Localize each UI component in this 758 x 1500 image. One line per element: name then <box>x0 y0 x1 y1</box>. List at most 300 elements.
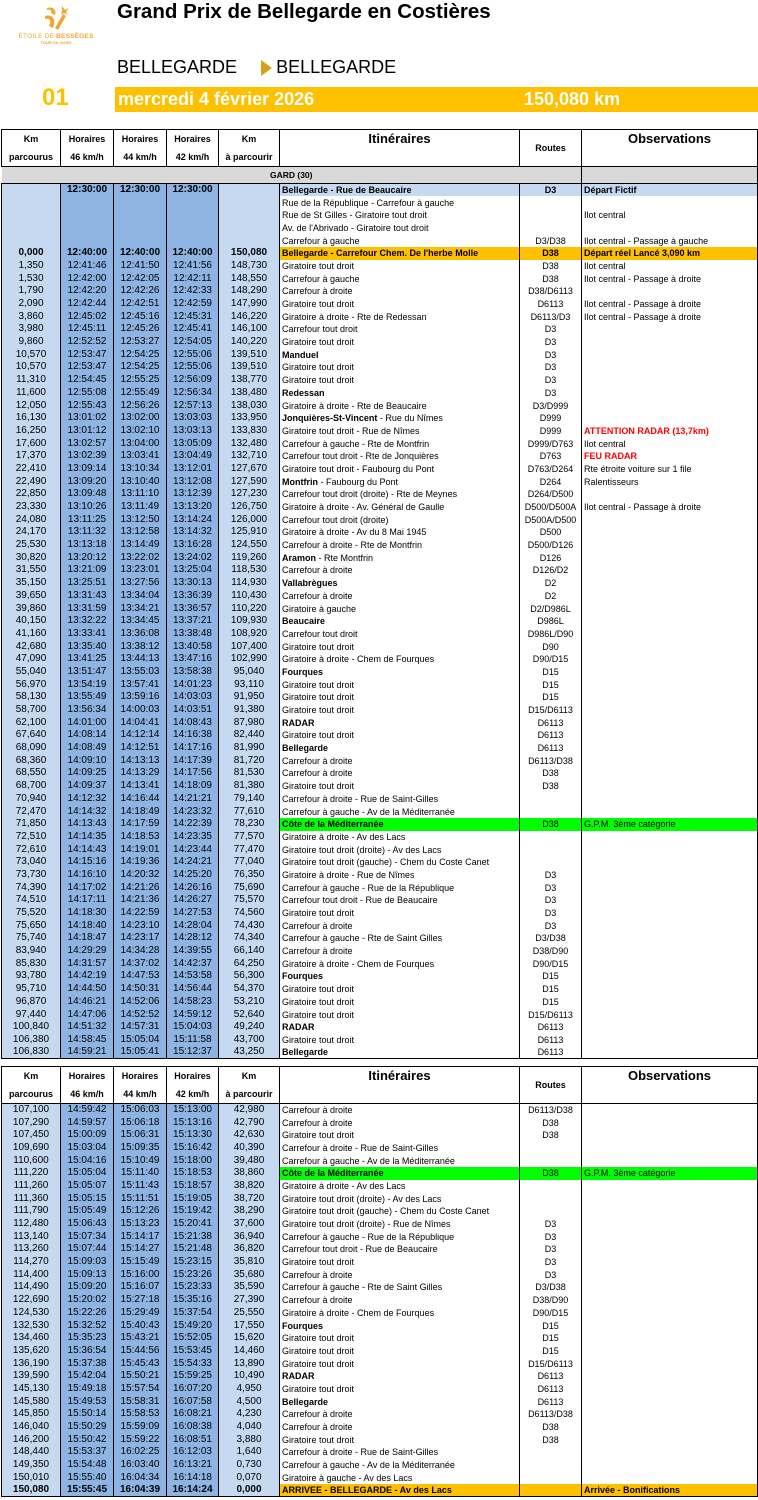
km-remaining-cell: 38,720 <box>219 1192 280 1205</box>
observation-cell <box>582 1357 758 1370</box>
observation-cell: G.P.M. 3ème catégorie <box>582 1167 758 1180</box>
time-42-cell: 15:54:33 <box>167 1357 219 1370</box>
observation-cell <box>582 1243 758 1256</box>
km-parcourus-cell: 39,650 <box>2 590 61 603</box>
observation-cell <box>582 869 758 882</box>
km-parcourus-cell: 114,490 <box>2 1281 61 1294</box>
time-46-cell: 15:50:42 <box>61 1433 114 1446</box>
itinerary-cell <box>280 831 520 844</box>
time-42-cell: 15:53:45 <box>167 1345 219 1358</box>
km-parcourus-cell <box>2 234 61 247</box>
time-46-cell: 15:05:04 <box>61 1167 114 1180</box>
time-46-cell: 15:07:44 <box>61 1243 114 1256</box>
observation-cell <box>582 412 758 425</box>
km-remaining-cell <box>219 184 280 197</box>
route-cell <box>520 1446 582 1459</box>
route-cell: D126 <box>520 551 582 564</box>
time-46-cell: 13:35:40 <box>61 640 114 653</box>
observation-cell <box>582 323 758 336</box>
time-42-cell: 12:41:56 <box>167 260 219 273</box>
table-row <box>2 260 758 273</box>
time-42-cell: 15:18:00 <box>167 1154 219 1167</box>
time-46-cell: 15:55:45 <box>61 1484 114 1497</box>
route-cell: D15 <box>520 1332 582 1345</box>
time-42-cell: 13:37:21 <box>167 615 219 628</box>
route-cell <box>520 1459 582 1472</box>
time-42-cell: 13:25:04 <box>167 564 219 577</box>
itinerary-detail: - Rue du Nîmes <box>377 413 443 424</box>
itinerary-cell <box>280 1459 520 1472</box>
time-44-cell: 14:23:17 <box>114 932 167 945</box>
km-remaining-cell: 91,950 <box>219 691 280 704</box>
km-parcourus-cell: 113,260 <box>2 1243 61 1256</box>
itinerary-cell <box>280 983 520 996</box>
time-46-cell: 12:55:43 <box>61 399 114 412</box>
observation-cell <box>582 754 758 767</box>
km-remaining-cell: 36,940 <box>219 1230 280 1243</box>
observation-cell <box>582 196 758 209</box>
km-remaining-cell: 27,390 <box>219 1294 280 1307</box>
place-name: Bellegarde <box>282 1396 329 1407</box>
itinerary-cell <box>280 1256 520 1269</box>
itinerary-cell <box>280 754 520 767</box>
itinerary-detail: Carrefour tout droit - Rue de Beaucaire <box>282 1244 438 1255</box>
time-42-cell <box>167 196 219 209</box>
km-remaining-cell: 43,700 <box>219 1034 280 1047</box>
time-46-cell: 12:40:00 <box>61 247 114 260</box>
route-cell: D38 <box>520 272 582 285</box>
km-remaining-cell: 148,550 <box>219 272 280 285</box>
table-row <box>2 881 758 894</box>
km-parcourus-cell: 107,290 <box>2 1116 61 1129</box>
time-42-cell: 15:13:30 <box>167 1129 219 1142</box>
time-42-cell: 14:03:03 <box>167 691 219 704</box>
km-parcourus-cell: 24,170 <box>2 526 61 539</box>
km-parcourus-cell: 31,550 <box>2 564 61 577</box>
itinerary-cell <box>280 1408 520 1421</box>
km-remaining-cell: 74,560 <box>219 907 280 920</box>
itinerary-detail: Giratoire tout droit <box>282 1130 355 1141</box>
km-remaining-cell: 64,250 <box>219 957 280 970</box>
time-44-cell: 15:11:51 <box>114 1192 167 1205</box>
time-42-cell: 15:19:05 <box>167 1192 219 1205</box>
time-46-cell: 13:33:41 <box>61 628 114 641</box>
table-row <box>2 945 758 958</box>
km-parcourus-cell: 24,080 <box>2 513 61 526</box>
time-44-cell: 12:42:51 <box>114 298 167 311</box>
route-cell <box>520 1154 582 1167</box>
observation-cell <box>582 780 758 793</box>
time-44-cell: 14:12:51 <box>114 742 167 755</box>
itinerary-detail: Giratoire à droite - Av. Général de Gaulle <box>282 502 445 513</box>
time-46-cell: 15:49:53 <box>61 1395 114 1408</box>
time-42-cell: 13:24:02 <box>167 551 219 564</box>
km-remaining-cell: 4,500 <box>219 1395 280 1408</box>
itinerary-detail: Carrefour à droite - Rue de Saint-Gilles <box>282 1142 439 1153</box>
time-46-cell: 13:13:18 <box>61 539 114 552</box>
time-42-cell: 12:42:33 <box>167 285 219 298</box>
time-46-cell: 13:01:02 <box>61 412 114 425</box>
km-remaining-cell: 108,920 <box>219 628 280 641</box>
km-remaining-cell <box>219 196 280 209</box>
time-42-cell: 15:19:42 <box>167 1205 219 1218</box>
itinerary-detail: Carrefour à droite <box>282 565 353 576</box>
itinerary-cell <box>280 742 520 755</box>
time-42-cell: 12:56:09 <box>167 374 219 387</box>
place-name: Côte de la Méditerranée <box>282 819 384 830</box>
observation-cell: ATTENTION RADAR (13,7km) <box>582 425 758 438</box>
observation-cell <box>582 1154 758 1167</box>
km-parcourus-cell: 58,130 <box>2 691 61 704</box>
route-cell: D2/D986L <box>520 602 582 615</box>
col-itineraires: Itinéraires <box>280 130 520 167</box>
km-parcourus-cell: 55,040 <box>2 666 61 679</box>
itinerary-detail: Giratoire tout droit (droite) - Rue de Nîmes <box>282 1219 451 1230</box>
time-44-cell: 15:06:31 <box>114 1129 167 1142</box>
km-parcourus-cell: 2,090 <box>2 298 61 311</box>
place-name: Jonquières-St-Vincent <box>282 413 378 424</box>
time-44-cell: 13:36:08 <box>114 628 167 641</box>
time-42-cell: 14:17:56 <box>167 767 219 780</box>
time-42-cell: 16:07:58 <box>167 1395 219 1408</box>
itinerary-cell <box>280 323 520 336</box>
time-42-cell: 13:47:16 <box>167 653 219 666</box>
time-44-cell: 15:43:21 <box>114 1332 167 1345</box>
itinerary-detail: Carrefour à droite <box>282 1117 353 1128</box>
table-row <box>2 1332 758 1345</box>
route-cell: D6113 <box>520 1034 582 1047</box>
route-cell: D3 <box>520 361 582 374</box>
observation-cell <box>582 996 758 1009</box>
time-44-cell: 14:17:59 <box>114 818 167 831</box>
route-cell <box>520 843 582 856</box>
time-42-cell: 15:11:58 <box>167 1034 219 1047</box>
itinerary-detail: Giratoire tout droit - Faubourg du Pont <box>282 463 435 474</box>
itinerary-cell <box>280 1008 520 1021</box>
time-42-cell: 13:40:58 <box>167 640 219 653</box>
route-cell <box>520 856 582 869</box>
itinerary-detail: Carrefour à droite <box>282 1105 353 1116</box>
table-header <box>2 130 758 167</box>
km-parcourus-cell: 11,310 <box>2 374 61 387</box>
col-horaires-42: Horaires 42 km/h <box>167 130 219 167</box>
route-cell: D6113/D38 <box>520 1104 582 1117</box>
table-row <box>2 285 758 298</box>
time-46-cell <box>61 209 114 222</box>
km-parcourus-cell: 1,350 <box>2 260 61 273</box>
itinerary-cell <box>280 399 520 412</box>
itinerary-cell <box>280 1281 520 1294</box>
table-row <box>2 1256 758 1269</box>
km-remaining-cell: 35,810 <box>219 1256 280 1269</box>
time-42-cell: 14:17:16 <box>167 742 219 755</box>
itinerary-detail: Carrefour à gauche - Av de la Méditerranée <box>282 1460 455 1471</box>
time-44-cell: 13:22:02 <box>114 551 167 564</box>
time-44-cell: 15:58:31 <box>114 1395 167 1408</box>
km-parcourus-cell: 122,690 <box>2 1294 61 1307</box>
time-44-cell: 14:13:41 <box>114 780 167 793</box>
observation-cell <box>582 957 758 970</box>
itinerary-detail: Carrefour à droite <box>282 286 353 297</box>
time-42-cell: 14:59:12 <box>167 1008 219 1021</box>
km-parcourus-cell: 16,250 <box>2 425 61 438</box>
itinerary-cell <box>280 564 520 577</box>
observation-cell <box>582 551 758 564</box>
time-44-cell: 13:02:10 <box>114 425 167 438</box>
itinerary-cell <box>280 234 520 247</box>
route-cell: D763 <box>520 450 582 463</box>
itinerary-detail: Carrefour à gauche <box>282 235 360 246</box>
itinerary-cell <box>280 970 520 983</box>
km-parcourus-cell: 22,490 <box>2 475 61 488</box>
observation-cell <box>582 767 758 780</box>
time-44-cell: 15:58:53 <box>114 1408 167 1421</box>
time-44-cell: 12:54:25 <box>114 361 167 374</box>
km-remaining-cell: 75,690 <box>219 881 280 894</box>
table-row <box>2 653 758 666</box>
place-name: Aramon <box>282 552 317 563</box>
itinerary-cell <box>280 716 520 729</box>
km-remaining-cell <box>219 222 280 235</box>
time-42-cell: 14:22:39 <box>167 818 219 831</box>
table-row <box>2 602 758 615</box>
itinerary-cell <box>280 1034 520 1047</box>
time-44-cell: 14:21:36 <box>114 894 167 907</box>
time-42-cell: 13:05:09 <box>167 437 219 450</box>
km-remaining-cell: 1,640 <box>219 1446 280 1459</box>
table-row <box>2 387 758 400</box>
time-44-cell: 12:45:16 <box>114 310 167 323</box>
table-row <box>2 1142 758 1155</box>
route-cell: D2 <box>520 590 582 603</box>
time-44-cell: 13:23:01 <box>114 564 167 577</box>
table-row <box>2 983 758 996</box>
observation-cell <box>582 1192 758 1205</box>
route-cell: D500 <box>520 526 582 539</box>
km-parcourus-cell: 111,260 <box>2 1180 61 1193</box>
table-row <box>2 1180 758 1193</box>
time-46-cell: 13:11:32 <box>61 526 114 539</box>
table-row <box>2 793 758 806</box>
time-44-cell: 14:16:44 <box>114 793 167 806</box>
itinerary-cell <box>280 602 520 615</box>
observation-cell <box>582 881 758 894</box>
itinerary-detail: Carrefour à droite <box>282 1269 353 1280</box>
route-cell <box>520 831 582 844</box>
time-42-cell: 15:04:03 <box>167 1021 219 1034</box>
km-parcourus-cell: 47,090 <box>2 653 61 666</box>
route-cell: D500/D500A <box>520 501 582 514</box>
route-cell: D500/D126 <box>520 539 582 552</box>
time-42-cell: 13:12:01 <box>167 463 219 476</box>
km-remaining-cell: 54,370 <box>219 983 280 996</box>
km-remaining-cell: 39,480 <box>219 1154 280 1167</box>
itinerary-cell <box>280 348 520 361</box>
time-42-cell: 14:08:43 <box>167 716 219 729</box>
time-42-cell: 14:23:32 <box>167 805 219 818</box>
route-cell <box>520 1192 582 1205</box>
km-parcourus-cell <box>2 209 61 222</box>
route-cell: D986L/D90 <box>520 628 582 641</box>
itinerary-detail: Carrefour à gauche - Rue de la République <box>282 1231 455 1242</box>
time-42-cell: 15:16:42 <box>167 1142 219 1155</box>
km-remaining-cell: 126,000 <box>219 513 280 526</box>
time-46-cell: 13:41:25 <box>61 653 114 666</box>
itinerary-detail: - Rte Montfrin <box>316 552 374 563</box>
observation-cell <box>582 1421 758 1434</box>
itinerary-detail: Giratoire tout droit <box>282 908 355 919</box>
time-42-cell <box>167 222 219 235</box>
itinerary-detail: Giratoire à droite - Av des Lacs <box>282 1180 406 1191</box>
observation-cell <box>582 932 758 945</box>
km-remaining-cell: 77,470 <box>219 843 280 856</box>
itinerary-cell <box>280 374 520 387</box>
observation-cell <box>582 1395 758 1408</box>
table-row <box>2 1104 758 1117</box>
itinerary-cell <box>280 704 520 717</box>
table-row <box>2 856 758 869</box>
time-46-cell: 15:35:23 <box>61 1332 114 1345</box>
km-remaining-cell: 107,400 <box>219 640 280 653</box>
route-cell: D3 <box>520 894 582 907</box>
km-remaining-cell: 13,890 <box>219 1357 280 1370</box>
route-cell: D6113 <box>520 742 582 755</box>
route-cell: D986L <box>520 615 582 628</box>
itinerary-cell <box>280 615 520 628</box>
observation-cell <box>582 1230 758 1243</box>
time-46-cell: 15:53:37 <box>61 1446 114 1459</box>
km-remaining-cell: 56,300 <box>219 970 280 983</box>
itinerary-detail: Carrefour tout droit <box>282 324 358 335</box>
km-remaining-cell: 95,040 <box>219 666 280 679</box>
km-remaining-cell: 40,390 <box>219 1142 280 1155</box>
table-row <box>2 729 758 742</box>
km-parcourus-cell: 114,270 <box>2 1256 61 1269</box>
itinerary-cell <box>280 463 520 476</box>
observation-cell <box>582 1268 758 1281</box>
observation-cell: Ilot central - Passage à droite <box>582 272 758 285</box>
itinerary-cell <box>280 196 520 209</box>
observation-cell: Ilot central - Passage à gauche <box>582 234 758 247</box>
time-46-cell: 14:44:50 <box>61 983 114 996</box>
km-remaining-cell: 0,070 <box>219 1471 280 1484</box>
observation-cell <box>582 336 758 349</box>
km-remaining-cell: 124,550 <box>219 539 280 552</box>
km-remaining-cell: 0,000 <box>219 1484 280 1497</box>
table-row <box>2 1408 758 1421</box>
observation-cell <box>582 539 758 552</box>
table-row <box>2 1433 758 1446</box>
route-cell: D2 <box>520 577 582 590</box>
km-remaining-cell: 81,720 <box>219 754 280 767</box>
km-remaining-cell: 74,340 <box>219 932 280 945</box>
route-cell: D500A/D500 <box>520 513 582 526</box>
table-row <box>2 1294 758 1307</box>
table-row <box>2 348 758 361</box>
time-46-cell: 14:58:45 <box>61 1034 114 1047</box>
table-row <box>2 488 758 501</box>
observation-cell <box>582 919 758 932</box>
km-remaining-cell: 146,220 <box>219 310 280 323</box>
table-row <box>2 1395 758 1408</box>
table-row <box>2 247 758 260</box>
logo-text-b: BESSÈGES <box>56 33 94 40</box>
itinerary-cell <box>280 590 520 603</box>
km-parcourus-cell: 146,200 <box>2 1433 61 1446</box>
itinerary-cell <box>280 1104 520 1117</box>
time-44-cell: 14:13:29 <box>114 767 167 780</box>
observation-cell <box>582 666 758 679</box>
time-42-cell: 12:55:06 <box>167 361 219 374</box>
itinerary-detail: Giratoire à droite - Chem de Fourques <box>282 1307 435 1318</box>
col-horaires-46: Horaires 46 km/h <box>61 1067 114 1104</box>
place-name: Vallabrègues <box>282 578 338 589</box>
col-km-parcourus: Km parcourus <box>2 130 61 167</box>
km-parcourus-cell: 17,600 <box>2 437 61 450</box>
km-parcourus-cell: 23,330 <box>2 501 61 514</box>
time-44-cell: 14:34:28 <box>114 945 167 958</box>
table-row <box>2 894 758 907</box>
table-row <box>2 222 758 235</box>
itinerary-detail: Carrefour à droite <box>282 768 353 779</box>
km-parcourus-cell: 73,040 <box>2 856 61 869</box>
time-44-cell: 13:10:34 <box>114 463 167 476</box>
time-46-cell: 14:59:21 <box>61 1046 114 1059</box>
table-row <box>2 1243 758 1256</box>
time-46-cell: 13:51:47 <box>61 666 114 679</box>
time-44-cell: 14:47:53 <box>114 970 167 983</box>
time-44-cell: 15:14:17 <box>114 1230 167 1243</box>
time-44-cell: 14:23:10 <box>114 919 167 932</box>
col-horaires-46: Horaires 46 km/h <box>61 130 114 167</box>
itinerary-detail: Giratoire tout droit <box>282 996 355 1007</box>
stage-route <box>117 57 396 78</box>
km-parcourus-cell: 72,470 <box>2 805 61 818</box>
table-row <box>2 1471 758 1484</box>
time-44-cell: 16:03:40 <box>114 1459 167 1472</box>
observation-cell <box>582 361 758 374</box>
time-42-cell: 14:21:21 <box>167 793 219 806</box>
km-parcourus-cell: 58,700 <box>2 704 61 717</box>
itinerary-cell <box>280 1345 520 1358</box>
km-parcourus-cell: 22,850 <box>2 488 61 501</box>
km-parcourus-cell: 100,840 <box>2 1021 61 1034</box>
time-42-cell: 12:56:34 <box>167 387 219 400</box>
route-cell <box>520 1180 582 1193</box>
table-row <box>2 716 758 729</box>
itinerary-detail: Giratoire tout droit <box>282 1434 355 1445</box>
place-name: RADAR <box>282 1371 315 1382</box>
itinerary-detail: Giratoire tout droit <box>282 337 355 348</box>
itinerary-detail: Carrefour à droite - Rue de Saint-Gilles <box>282 1447 439 1458</box>
itinerary-cell <box>280 272 520 285</box>
itinerary-cell <box>280 818 520 831</box>
time-46-cell: 12:45:11 <box>61 323 114 336</box>
time-42-cell: 13:03:13 <box>167 425 219 438</box>
km-remaining-cell: 114,930 <box>219 577 280 590</box>
km-parcourus-cell: 0,000 <box>2 247 61 260</box>
time-44-cell: 15:11:40 <box>114 1167 167 1180</box>
place-name: Fourques <box>282 666 324 677</box>
km-parcourus-cell: 62,100 <box>2 716 61 729</box>
observation-cell <box>582 894 758 907</box>
time-44-cell: 14:19:01 <box>114 843 167 856</box>
time-46-cell: 14:13:43 <box>61 818 114 831</box>
table-row <box>2 1268 758 1281</box>
route-cell: D3 <box>520 336 582 349</box>
observation-cell <box>582 742 758 755</box>
time-42-cell: 13:58:38 <box>167 666 219 679</box>
